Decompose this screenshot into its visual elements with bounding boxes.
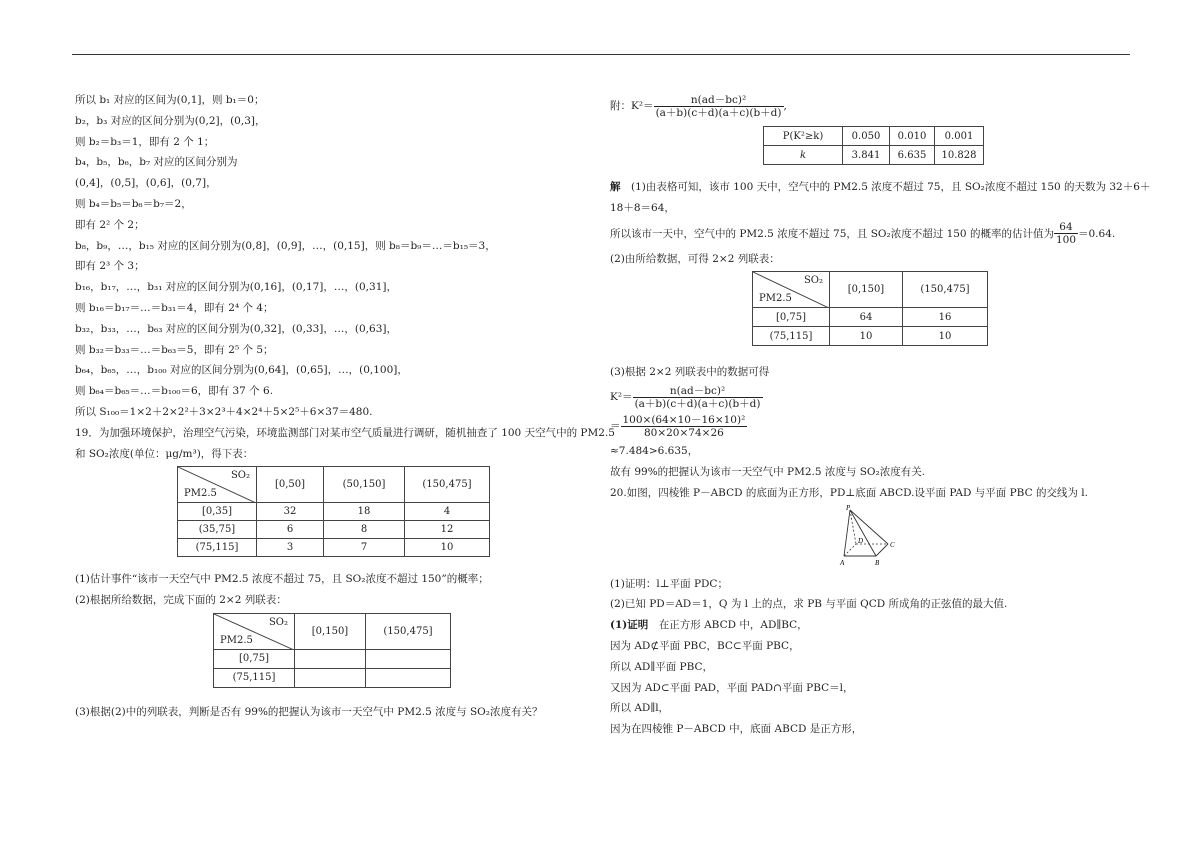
- proof-label: (1)证明: [610, 619, 649, 632]
- fraction-numerator: 100×(64×10－16×10)²: [622, 413, 746, 426]
- solution-text: ＝0.64.: [1078, 227, 1116, 240]
- table-cell: k: [764, 146, 843, 165]
- table-cell: 3.841: [843, 146, 890, 165]
- table-row: [178, 539, 490, 557]
- text-line: 即有 2² 个 2；: [75, 218, 145, 231]
- text-line: 即有 2³ 个 3；: [75, 260, 145, 273]
- row-header: [0,35]: [178, 503, 257, 521]
- sequence-lines: [75, 90, 580, 423]
- k2-prefix: K²＝: [610, 391, 633, 404]
- table-cell: 3: [257, 539, 324, 557]
- fraction-denominator: 100: [1055, 234, 1076, 247]
- appendix-formula: [610, 90, 1140, 122]
- column-header: (150,475]: [903, 272, 988, 308]
- column-header: [0,150]: [295, 613, 366, 649]
- proof-line: [610, 615, 1140, 636]
- table-cell: 64: [830, 308, 903, 327]
- solution-line: [610, 177, 1151, 198]
- table-row: [764, 146, 984, 165]
- table-cell: 10: [405, 539, 490, 557]
- proof-text: 在正方形 ABCD 中，AD∥BC，: [648, 619, 808, 632]
- table-cell: 10: [903, 327, 988, 346]
- conclusion: 故有 99%的把握认为该市一天空气中 PM2.5 浓度与 SO₂浓度有关.: [610, 465, 926, 478]
- table-cell: 0.001: [935, 127, 984, 146]
- table-cell: 10: [830, 327, 903, 346]
- question-20: 20.如图，四棱锥 P－ABCD 的底面为正方形，PD⊥底面 ABCD.设平面 PAD 与平面 PBC 的交线为 l.: [610, 486, 1088, 499]
- table-cell: [366, 668, 451, 687]
- text-line: (0,4]，(0,5]，(0,6]，(0,7]，: [75, 177, 217, 190]
- row-header: (75,115]: [178, 539, 257, 557]
- k2-substitution: [610, 411, 1140, 441]
- column-header: (150,475]: [405, 467, 490, 503]
- table-row: [214, 668, 451, 687]
- table-row: [753, 327, 988, 346]
- table-cell: 6: [257, 521, 324, 539]
- probability-fraction: [1054, 221, 1078, 246]
- table-cell: 10.828: [935, 146, 984, 165]
- table-cell: [295, 668, 366, 687]
- row-header: [0,75]: [214, 649, 295, 668]
- question-19-part2: (2)根据所给数据，完成下面的 2×2 列联表：: [75, 594, 287, 607]
- solution-part1: (1)由表格可知，该市 100 天中，空气中的 PM2.5 浓度不超过 75，且 SO₂浓度不超过 150 的天数为 32＋6＋: [631, 181, 1151, 193]
- filled-contingency-table: [752, 271, 988, 346]
- appendix-prefix: 附：K²＝: [610, 100, 654, 112]
- solution-label: 解: [610, 181, 621, 193]
- table-cell: [366, 649, 451, 668]
- fraction-denominator: (a＋b)(c＋d)(a＋c)(b＋d): [655, 106, 782, 119]
- appendix-suffix: ,: [783, 100, 787, 112]
- vertex-label-b: B: [875, 558, 880, 567]
- table-row: [178, 521, 490, 539]
- table-corner-cell: [214, 613, 295, 649]
- pyramid-diagram: [836, 504, 916, 568]
- row-header: (75,115]: [214, 668, 295, 687]
- proof-line: 所以 AD∥平面 PBC，: [610, 660, 714, 673]
- fraction-denominator: (a＋b)(c＋d)(a＋c)(b＋d): [634, 397, 761, 410]
- table-cell: 18: [324, 503, 405, 521]
- eq-prefix: ＝: [610, 420, 621, 433]
- text-line: b₈，b₉，…，b₁₅ 对应的区间分别为(0,8]，(0,9]，…，(0,15]，则 b₈＝b₉＝…＝b₁₅＝3，: [75, 239, 496, 252]
- vertex-label-p: P: [846, 503, 851, 512]
- fraction-numerator: n(ad－bc)²: [654, 94, 784, 107]
- table-row: [764, 127, 984, 146]
- solution-line: 18＋8＝64，: [610, 201, 675, 214]
- fraction-denominator: 80×20×74×26: [643, 426, 724, 439]
- pyramid-figure: [610, 504, 1140, 570]
- table-cell: 7: [324, 539, 405, 557]
- solution-part3: (3)根据 2×2 列联表中的数据可得: [610, 366, 770, 379]
- text-line: 则 b₆₄＝b₆₅＝…＝b₁₀₀＝6，即有 37 个 6.: [75, 385, 274, 398]
- row-header: (75,115]: [753, 327, 830, 346]
- question-19-line1: 19．为加强环境保护，治理空气污染，环境监测部门对某市空气质量进行调研，随机抽查了 100 天空气中的 PM2.5: [75, 426, 615, 439]
- right-column: [610, 90, 1151, 740]
- text-line: 则 b₁₆＝b₁₇＝…＝b₃₁＝4，即有 2⁴ 个 4；: [75, 301, 274, 314]
- blank-contingency-table: [213, 613, 451, 688]
- substitution-fraction: [621, 414, 748, 439]
- critical-value-table: [763, 126, 984, 165]
- fraction-numerator: 64: [1054, 221, 1078, 234]
- table-cell: 4: [405, 503, 490, 521]
- corner-top-label: SO₂: [803, 275, 823, 287]
- corner-top-label: SO₂: [230, 470, 250, 482]
- question-20-part2: (2)已知 PD＝AD＝1，Q 为 l 上的点，求 PB 与平面 QCD 所成角的正弦值的最大值.: [610, 598, 1008, 611]
- proof-line: 因为在四棱锥 P－ABCD 中，底面 ABCD 是正方形，: [610, 723, 863, 736]
- corner-bottom-label: PM2.5: [184, 488, 217, 500]
- table-cell: 0.050: [843, 127, 890, 146]
- row-header: (35,75]: [178, 521, 257, 539]
- header-rule: [72, 54, 1130, 55]
- table-cell: 6.635: [890, 146, 935, 165]
- table-row: [753, 308, 988, 327]
- solution-part2: (2)由所给数据，可得 2×2 列联表：: [610, 252, 780, 265]
- text-line: 则 b₃₂＝b₃₃＝…＝b₆₃＝5，即有 2⁵ 个 5；: [75, 343, 274, 356]
- formula-fraction: [654, 94, 784, 119]
- table-cell: 0.010: [890, 127, 935, 146]
- text-line: 所以 b₁ 对应的区间为(0,1]，则 b₁＝0；: [75, 94, 265, 106]
- row-header: [0,75]: [753, 308, 830, 327]
- corner-top-label: SO₂: [268, 616, 288, 628]
- table-cell: 12: [405, 521, 490, 539]
- vertex-label-d: D: [858, 536, 864, 545]
- text-line: 所以 S₁₀₀＝1×2＋2×2²＋3×2³＋4×2⁴＋5×2⁵＋6×37＝480.: [75, 405, 373, 418]
- question-20-part1: (1)证明：l⊥平面 PDC；: [610, 577, 728, 590]
- text-line: b₂，b₃ 对应的区间分别为(0,2]，(0,3]，: [75, 114, 266, 127]
- solution-probability-line: [610, 219, 1140, 249]
- left-column: [75, 90, 615, 723]
- proof-line: 又因为 AD⊂平面 PAD，平面 PAD∩平面 PBC＝l，: [610, 681, 854, 694]
- table-corner-cell: [753, 272, 830, 308]
- k2-approximation: ≈7.484>6.635，: [610, 445, 699, 458]
- column-header: (50,150]: [324, 467, 405, 503]
- text-line: b₃₂，b₃₃，…，b₆₃ 对应的区间分别为(0,32]，(0,33]，…，(0,63]，: [75, 322, 397, 335]
- text-line: 则 b₄＝b₅＝b₆＝b₇＝2，: [75, 197, 192, 210]
- corner-bottom-label: PM2.5: [220, 634, 253, 646]
- k2-formula: [610, 383, 1140, 411]
- fraction-numerator: n(ad－bc)²: [633, 385, 763, 398]
- table-cell: 8: [324, 521, 405, 539]
- table-cell: P(K²≥k): [764, 127, 843, 146]
- table-row: [178, 503, 490, 521]
- solution-text: 所以该市一天中，空气中的 PM2.5 浓度不超过 75，且 SO₂浓度不超过 150 的概率的估计值为: [610, 227, 1054, 240]
- text-line: b₁₆，b₁₇，…，b₃₁ 对应的区间分别为(0,16]，(0,17]，…，(0,31]，: [75, 281, 397, 294]
- vertex-label-a: A: [840, 558, 845, 567]
- proof-line: 因为 AD⊄平面 PBC，BC⊂平面 PBC，: [610, 639, 800, 652]
- proof-line: 所以 AD∥l，: [610, 702, 670, 715]
- table-cell: 16: [903, 308, 988, 327]
- question-19-line2: 和 SO₂浓度(单位：μg/m³)，得下表：: [75, 447, 254, 460]
- column-header: (150,475]: [366, 613, 451, 649]
- question-19-part3: (3)根据(2)中的列联表，判断是否有 99%的把握认为该市一天空气中 PM2.5 浓度与 SO₂浓度有关？: [75, 705, 543, 718]
- text-line: b₆₄，b₆₅，…，b₁₀₀ 对应的区间分别为(0,64]，(0,65]，…，(0,100]，: [75, 364, 408, 377]
- corner-bottom-label: PM2.5: [759, 293, 792, 305]
- table-cell: 32: [257, 503, 324, 521]
- column-header: [0,50]: [257, 467, 324, 503]
- table-corner-cell: [178, 467, 257, 503]
- text-line: b₄，b₅，b₆，b₇ 对应的区间分别为: [75, 156, 238, 169]
- vertex-label-c: C: [890, 540, 895, 549]
- k2-fraction: [633, 385, 763, 410]
- table-row: [214, 649, 451, 668]
- table-cell: [295, 649, 366, 668]
- text-line: 则 b₂＝b₃＝1，即有 2 个 1；: [75, 135, 215, 148]
- pm25-so2-table: [177, 466, 490, 557]
- question-19-part1: (1)估计事件“该市一天空气中 PM2.5 浓度不超过 75，且 SO₂浓度不超过 150”的概率；: [75, 573, 489, 586]
- column-header: [0,150]: [830, 272, 903, 308]
